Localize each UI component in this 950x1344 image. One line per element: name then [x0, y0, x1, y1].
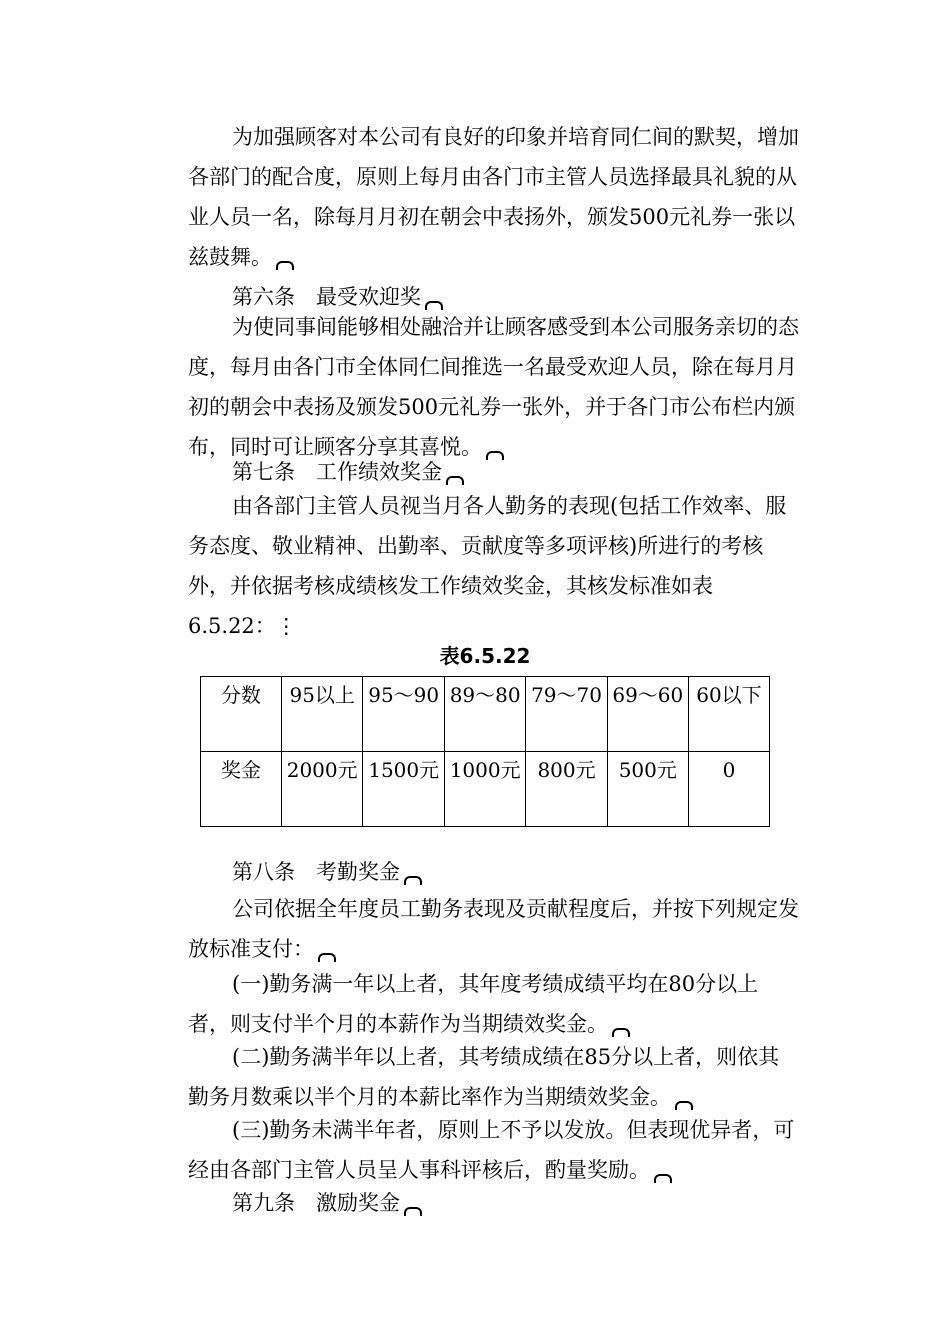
article-9-heading	[232, 1183, 844, 1223]
table-header-bonus: 奖金	[201, 752, 282, 827]
table-cell: 1500元	[363, 752, 444, 827]
table-cell: 2000元	[281, 752, 362, 827]
paragraph-rule-two	[188, 1037, 800, 1117]
paragraph-courtesy-award	[188, 117, 800, 277]
paragraph-text: (一)勤务满一年以上者，其年度考绩成绩平均在80分以上者，则支付半个月的本薪作为当期绩效奖金。	[188, 972, 759, 1036]
table-cell: 95～90	[363, 677, 444, 752]
paragraph-mark-icon	[404, 1207, 422, 1216]
heading-text: 第七条 工作绩效奖金	[232, 460, 442, 484]
paragraph-mark-icon	[612, 1028, 630, 1037]
table-row-score	[201, 677, 770, 752]
table-cell: 800元	[526, 752, 607, 827]
table-cell: 69～60	[607, 677, 688, 752]
table-cell: 95以上	[281, 677, 362, 752]
paragraph-mark-icon	[404, 876, 422, 885]
paragraph-performance-bonus	[188, 486, 800, 646]
table-caption: 表6.5.22	[439, 644, 531, 668]
paragraph-text: 为加强顾客对本公司有良好的印象并培育同仁间的默契，增加各部门的配合度，原则上每月由各门市主管人员选择最具礼貌的从业人员一名，除每月月初在朝会中表扬外，颁发500元礼券一张以兹鼓舞。	[188, 125, 799, 269]
paragraph-text: (二)勤务满半年以上者，其考绩成绩在85分以上者，则依其勤务月数乘以半个月的本薪比率作为当期绩效奖金。	[188, 1045, 780, 1109]
paragraph-mark-icon	[446, 476, 464, 485]
heading-text: 第八条 考勤奖金	[232, 860, 400, 884]
table-cell: 500元	[607, 752, 688, 827]
paragraph-mark-icon	[276, 261, 294, 270]
paragraph-text: 由各部门主管人员视当月各人勤务的表现(包括工作效率、服务态度、敬业精神、出勤率、贡献度等多项评核)所进行的考核外，并依据考核成绩核发工作绩效奖金，其核发标准如表6.5.22：⋮	[188, 494, 787, 638]
paragraph-popular-award	[188, 307, 800, 467]
paragraph-rule-three	[188, 1110, 800, 1190]
table-cell: 60以下	[688, 677, 769, 752]
heading-text: 第九条 激励奖金	[232, 1191, 400, 1215]
paragraph-text: 公司依据全年度员工勤务表现及贡献程度后，并按下列规定发放标准支付：	[188, 897, 799, 961]
table-cell: 0	[688, 752, 769, 827]
paragraph-text: 为使同事间能够相处融洽并让顾客感受到本公司服务亲切的态度，每月由各门市全体同仁间推选一名最受欢迎人员，除在每月月初的朝会中表扬及颁发500元礼券一张外，并于各门市公布栏内颁布，同时可让顾客分享其喜悦。	[188, 315, 799, 459]
paragraph-text: (三)勤务未满半年者，原则上不予以发放。但表现优异者，可经由各部门主管人员呈人事科评核后，酌量奖励。	[188, 1118, 795, 1182]
paragraph-mark-icon	[654, 1174, 672, 1183]
table-cell: 1000元	[444, 752, 525, 827]
table-row-bonus	[201, 752, 770, 827]
paragraph-mark-icon	[318, 953, 336, 962]
paragraph-mark-icon	[675, 1101, 693, 1110]
table-cell: 89～80	[444, 677, 525, 752]
bonus-table	[200, 676, 770, 827]
paragraph-rule-one	[188, 964, 800, 1044]
paragraph-attendance-rule	[188, 889, 800, 969]
heading-text: 第六条 最受欢迎奖	[232, 285, 421, 309]
article-8-heading	[232, 852, 844, 892]
table-cell: 79～70	[526, 677, 607, 752]
table-header-score: 分数	[201, 677, 282, 752]
